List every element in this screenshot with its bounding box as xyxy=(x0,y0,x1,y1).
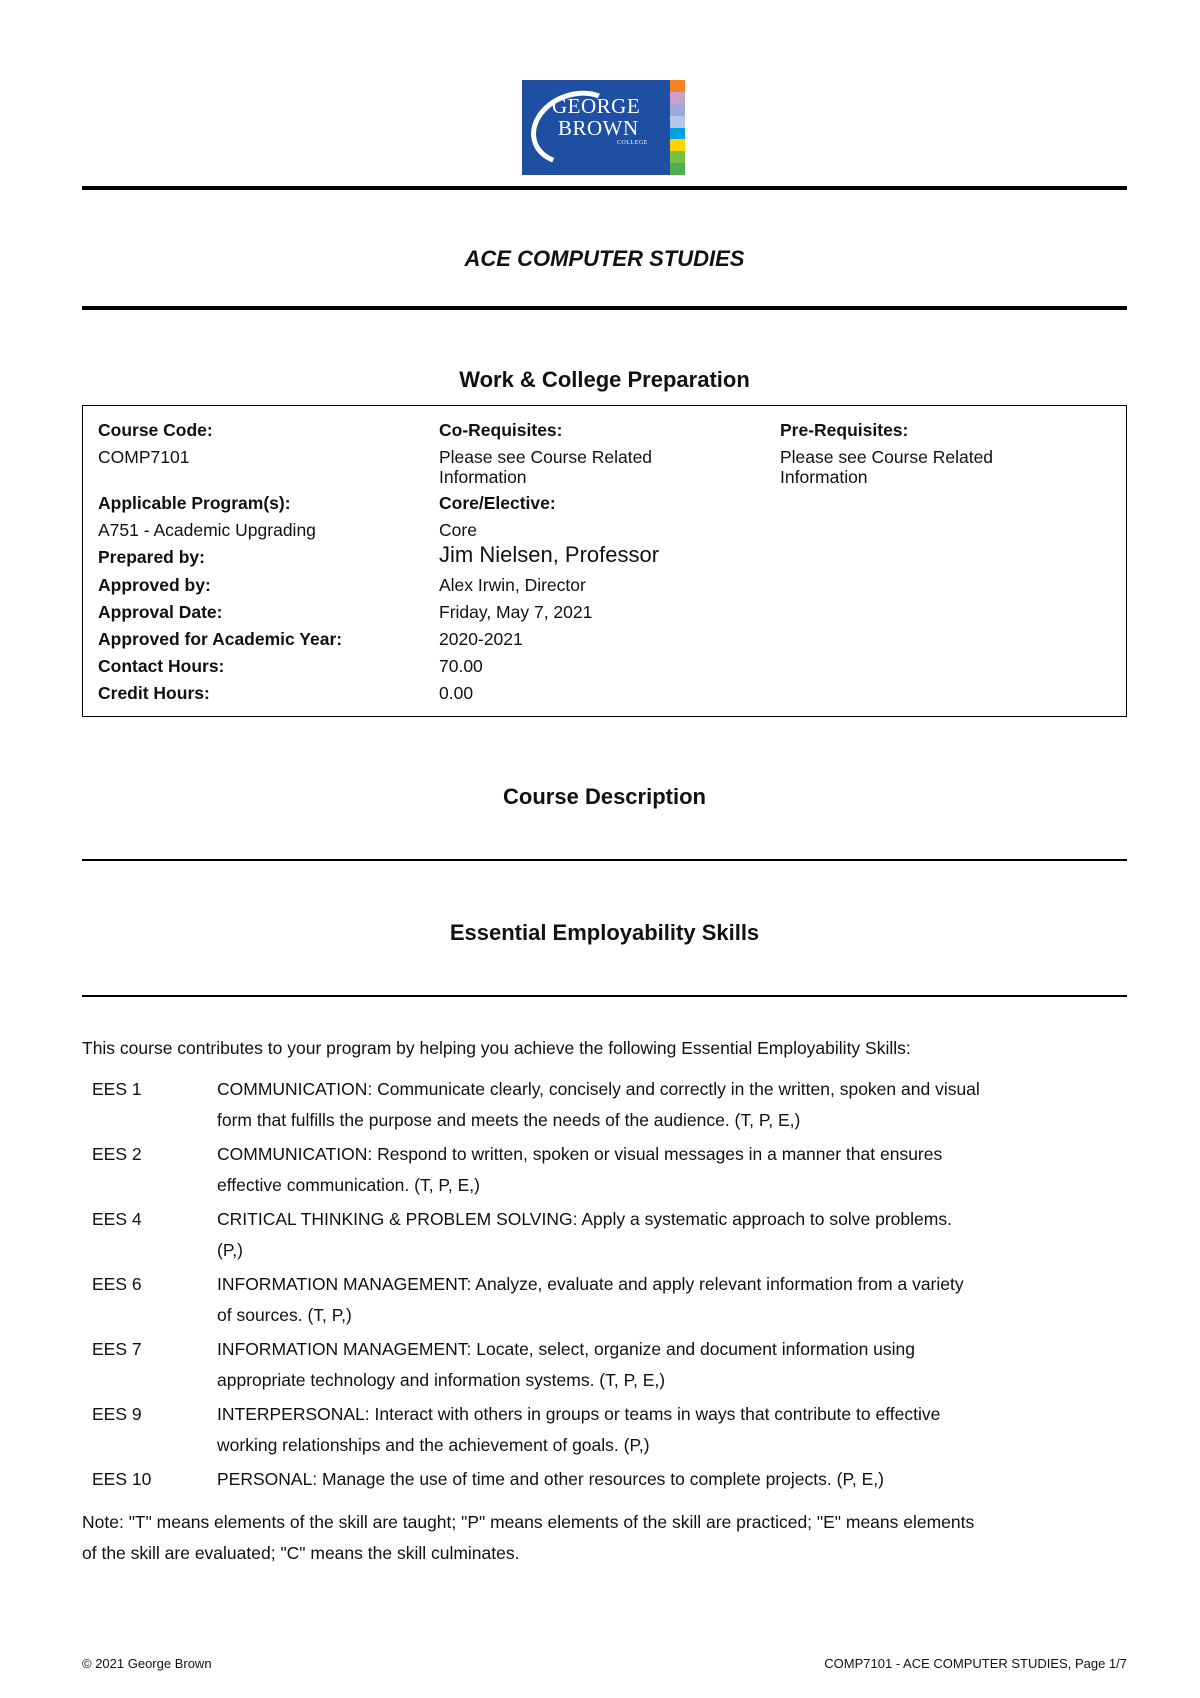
coreq-value-line1: Please see Course Related xyxy=(439,447,653,467)
ees-code: EES 2 xyxy=(92,1144,142,1164)
george-brown-logo xyxy=(522,80,685,175)
skill-legend-note xyxy=(82,1507,1127,1569)
divider xyxy=(82,995,1127,997)
credit-hours-label: Credit Hours: xyxy=(98,683,210,703)
prepared-by-label: Prepared by: xyxy=(98,547,205,567)
ees-item xyxy=(82,1464,1127,1495)
footer-copyright: © 2021 George Brown xyxy=(82,1656,212,1671)
ees-item xyxy=(82,1074,1127,1136)
footer-page-info: COMP7101 - ACE COMPUTER STUDIES, Page 1/7 xyxy=(824,1656,1127,1671)
ees-description-line: form that fulfills the purpose and meets the needs of the audience. (T, P, E,) xyxy=(217,1110,801,1130)
ees-description-line: COMMUNICATION: Communicate clearly, concisely and correctly in the written, spoken and visual xyxy=(217,1079,980,1099)
logo-text-college: COLLEGE xyxy=(617,140,648,146)
ees-code: EES 9 xyxy=(92,1404,142,1424)
prereq-label: Pre-Requisites: xyxy=(780,420,909,440)
credit-hours-value: 0.00 xyxy=(439,683,474,703)
logo-stripe xyxy=(670,80,685,92)
logo-text-george: GEORGE xyxy=(552,94,641,118)
logo-stripe xyxy=(670,139,685,151)
ees-description xyxy=(217,1269,1122,1331)
logo-stripe xyxy=(670,92,685,104)
ees-description xyxy=(217,1139,1122,1201)
course-description-heading: Course Description xyxy=(503,784,706,809)
ees-item xyxy=(82,1204,1127,1266)
ees-description-line: of sources. (T, P,) xyxy=(217,1305,352,1325)
ees-code: EES 10 xyxy=(92,1469,152,1489)
note-line: Note: "T" means elements of the skill are taught; "P" means elements of the skill are practiced; "E" means elements xyxy=(82,1512,975,1532)
academic-year-value: 2020-2021 xyxy=(439,629,523,649)
logo-stripe xyxy=(670,163,685,175)
divider xyxy=(82,859,1127,861)
approval-date-value: Friday, May 7, 2021 xyxy=(439,602,593,622)
ees-description-line: appropriate technology and information systems. (T, P, E,) xyxy=(217,1370,666,1390)
logo-stripe xyxy=(670,104,685,116)
prereq-value-line2: Information xyxy=(780,467,868,487)
ees-description-line: (P,) xyxy=(217,1240,243,1260)
programs-value: A751 - Academic Upgrading xyxy=(98,520,316,540)
logo-stripe xyxy=(670,116,685,128)
course-title: Work & College Preparation xyxy=(459,367,750,392)
ees-description xyxy=(217,1399,1122,1461)
approved-by-value: Alex Irwin, Director xyxy=(439,575,586,595)
ees-item xyxy=(82,1139,1127,1201)
logo-stripe xyxy=(670,151,685,163)
ees-description-line: effective communication. (T, P, E,) xyxy=(217,1175,480,1195)
ees-description-line: COMMUNICATION: Respond to written, spoken or visual messages in a manner that ensures xyxy=(217,1144,943,1164)
ees-description-line: INTERPERSONAL: Interact with others in groups or teams in ways that contribute to effective xyxy=(217,1404,941,1424)
academic-year-label: Approved for Academic Year: xyxy=(98,629,343,649)
department-title: ACE COMPUTER STUDIES xyxy=(464,246,745,271)
course-info-box xyxy=(82,405,1127,717)
programs-label: Applicable Program(s): xyxy=(98,493,291,513)
contact-hours-value: 70.00 xyxy=(439,656,483,676)
ees-heading: Essential Employability Skills xyxy=(449,920,760,945)
logo-text-brown: BROWN xyxy=(558,116,639,140)
ees-item xyxy=(82,1399,1127,1461)
ees-description-line: working relationships and the achievement of goals. (P,) xyxy=(217,1435,650,1455)
ees-item xyxy=(82,1269,1127,1331)
ees-code: EES 7 xyxy=(92,1339,142,1359)
ees-description-line: PERSONAL: Manage the use of time and other resources to complete projects. (P, E,) xyxy=(217,1469,884,1489)
ees-description xyxy=(217,1334,1122,1396)
ees-description-line: INFORMATION MANAGEMENT: Analyze, evaluate and apply relevant information from a variety xyxy=(217,1274,964,1294)
approved-by-label: Approved by: xyxy=(98,575,211,595)
course-code-value: COMP7101 xyxy=(98,447,190,467)
ees-code: EES 1 xyxy=(92,1079,142,1099)
divider xyxy=(82,186,1127,190)
ees-description xyxy=(217,1074,1122,1136)
coreq-value-line2: Information xyxy=(439,467,527,487)
ees-code: EES 4 xyxy=(92,1209,142,1229)
prepared-by-value: Jim Nielsen, Professor xyxy=(439,542,660,567)
divider xyxy=(82,306,1127,310)
core-elective-value: Core xyxy=(439,520,477,540)
logo-color-stripes xyxy=(670,80,685,175)
ees-code: EES 6 xyxy=(92,1274,142,1294)
contact-hours-label: Contact Hours: xyxy=(98,656,225,676)
prereq-value-line1: Please see Course Related xyxy=(780,447,994,467)
logo-stripe xyxy=(670,128,685,140)
approval-date-label: Approval Date: xyxy=(98,602,223,622)
note-line: of the skill are evaluated; "C" means the skill culminates. xyxy=(82,1543,520,1563)
ees-description xyxy=(217,1204,1122,1266)
core-elective-label: Core/Elective: xyxy=(439,493,556,513)
ees-description-line: INFORMATION MANAGEMENT: Locate, select, organize and document information using xyxy=(217,1339,916,1359)
course-code-label: Course Code: xyxy=(98,420,213,440)
coreq-label: Co-Requisites: xyxy=(439,420,563,440)
ees-item xyxy=(82,1334,1127,1396)
ees-description-line: CRITICAL THINKING & PROBLEM SOLVING: Apply a systematic approach to solve problems. xyxy=(217,1209,952,1229)
ees-description xyxy=(217,1464,1122,1495)
ees-intro: This course contributes to your program by helping you achieve the following Essential Employability Skills: xyxy=(82,1038,911,1058)
ees-list xyxy=(82,1074,1127,1498)
